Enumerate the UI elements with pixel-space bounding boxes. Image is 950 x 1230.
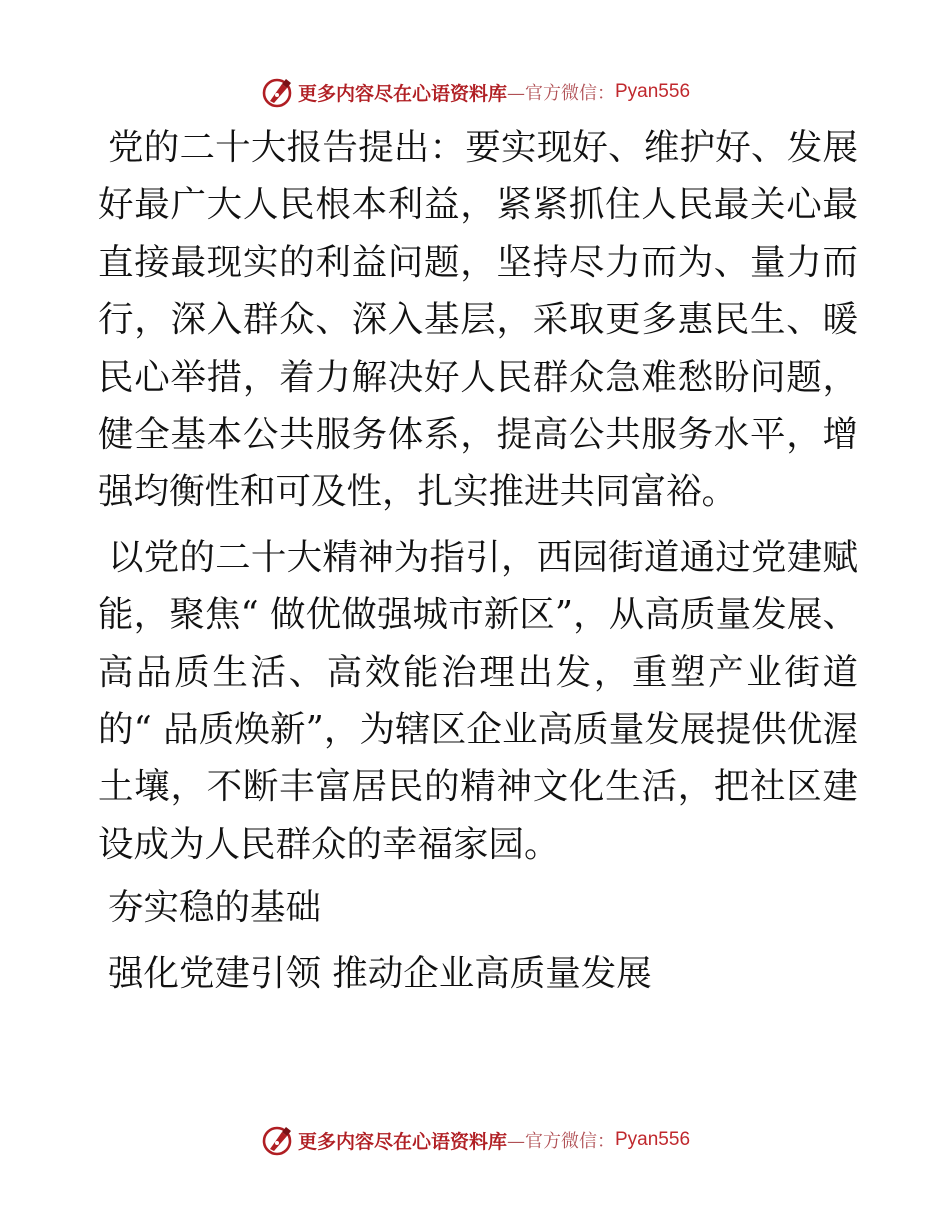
header-banner: [0, 72, 950, 112]
pen-nib-circle-icon: [260, 75, 294, 109]
banner-account: Pyan556: [615, 1129, 691, 1150]
banner-separator: —官方微信：: [507, 1131, 615, 1152]
banner-account: Pyan556: [615, 81, 691, 102]
pen-nib-circle-icon: [260, 1123, 294, 1157]
paragraph-1: 党的二十大报告提出：要实现好、维护好、发展好最广大人民根本利益，紧紧抓住人民最关心最直接最现实的利益问题，坚持尽力而为、量力而行，深入群众、深入基层，采取更多惠民生、暖民心举措，着力解决好人民群众急难愁盼问题，健全基本公共服务体系，提高公共服务水平，增强均衡性和可及性，扎实推进共同富裕。: [98, 127, 858, 513]
banner-separator: —官方微信：: [507, 83, 615, 104]
document-body: [98, 119, 858, 1002]
section-heading-1: 夯实稳的基础: [108, 887, 322, 929]
banner-title: 更多内容尽在心语资料库: [297, 82, 507, 105]
paragraph-2: 以党的二十大精神为指引，西园街道通过党建赋能，聚焦“ 做优做强城市新区”，从高质量发展、高品质生活、高效能治理出发，重塑产业街道的“ 品质焕新”，为辖区企业高质量发展提供优渥土壤，不断丰富居民的精神文化生活，把社区建设成为人民群众的幸福家园。: [98, 536, 858, 865]
footer-banner: [0, 1120, 950, 1160]
banner-title: 更多内容尽在心语资料库: [297, 1130, 507, 1153]
section-heading-2: 强化党建引领 推动企业高质量发展: [108, 952, 652, 994]
